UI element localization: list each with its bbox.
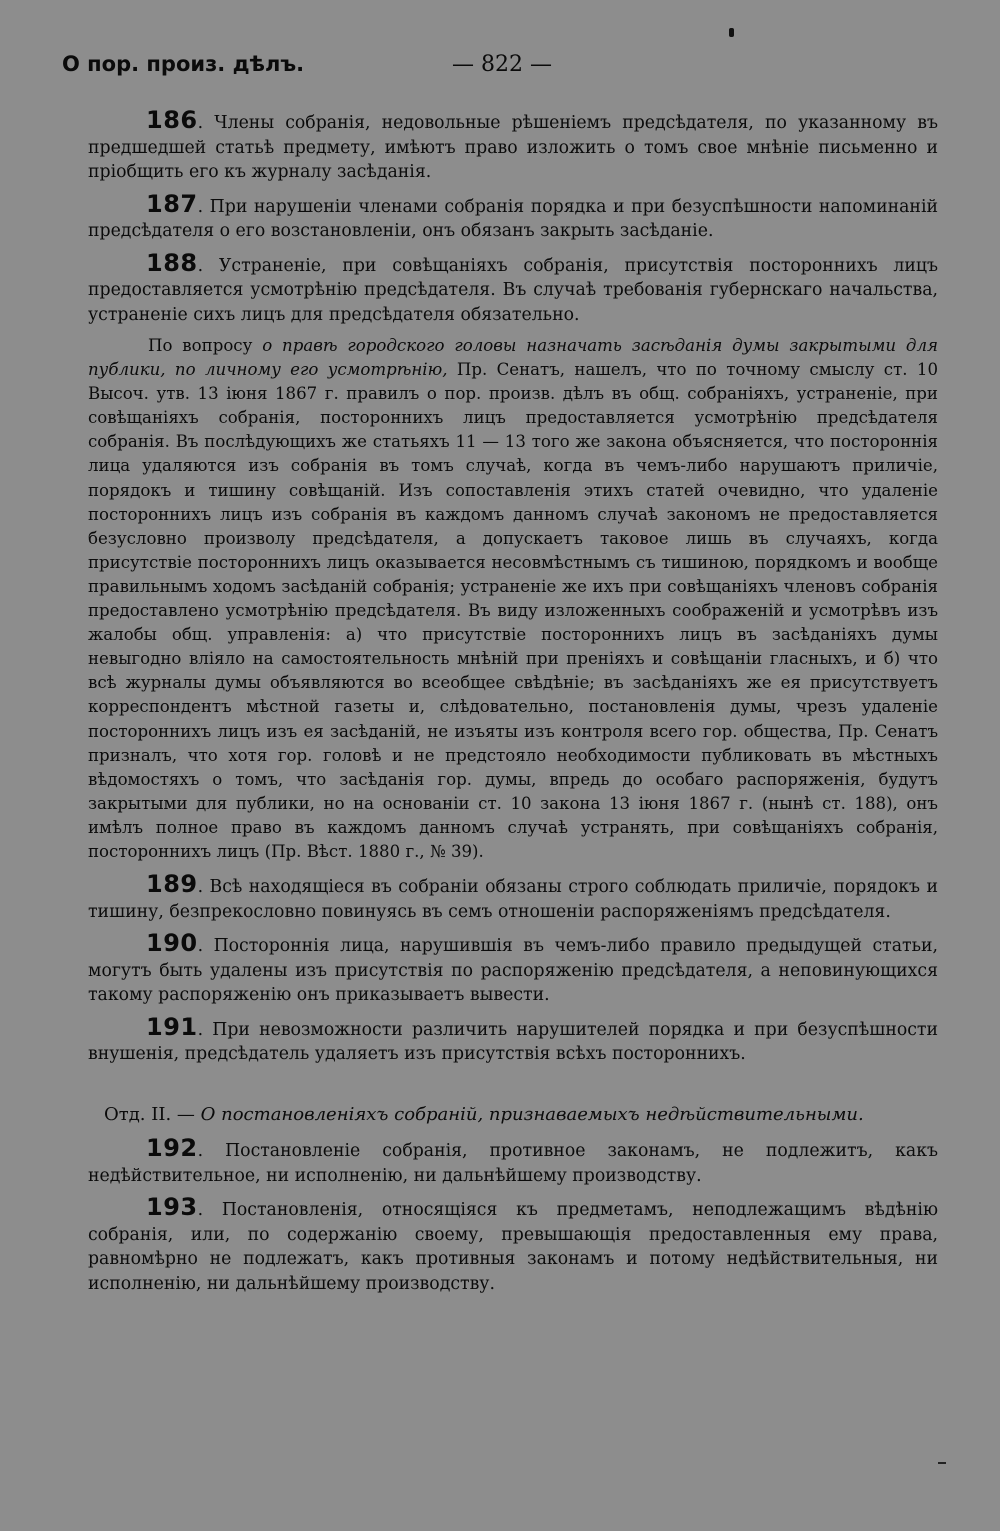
- articles-group-b: [88, 872, 938, 1067]
- article-number: 189: [146, 870, 198, 899]
- article-text: . При нарушеніи членами собранія порядка и при безуспѣшности напоминаній предсѣдателя о его возстановленіи, онъ обязанъ закрыть засѣданіе.: [88, 196, 938, 241]
- margin-mark: [938, 1462, 946, 1464]
- article-text: . Постороннія лица, нарушившія въ чемъ-либо правило предыдущей статьи, могутъ быть удалены изъ присутствія по распоряженію предсѣдателя, а неповинующихся такому распоряженію онъ приказываетъ вывести.: [88, 936, 938, 1006]
- article-192: [88, 1136, 938, 1188]
- article-188: [88, 248, 938, 328]
- commentary-text: Пр. Сенатъ, нашелъ, что по точному смыслу ст. 10 Высоч. утв. 13 іюня 1867 г. правилъ о пор. произв. дѣлъ въ общ. собраніяхъ, устраненіе, при совѣщаніяхъ собранія, постороннихъ лицъ предоставляется усмотрѣнію предсѣдателя собранія. Въ послѣдующихъ же статьяхъ 11 — 13 того же закона объясняется, что постороннія лица удаляются изъ собранія въ томъ случаѣ, когда въ чемъ-либо нарушаютъ приличіе, порядокъ и тишину совѣщаній. Изъ сопоставленія этихъ статей очевидно, что удаленіе постороннихъ лицъ изъ собранія въ каждомъ данномъ случаѣ закономъ не предоставляется безусловно произволу предсѣдателя, а допускаетъ таковое лишь въ случаяхъ, когда присутствіе постороннихъ лицъ оказывается несовмѣстнымъ съ тишиною, порядкомъ и вообще правильнымъ ходомъ засѣданій собранія; устраненіе же ихъ при совѣщаніяхъ членовъ собранія предоставлено усмотрѣнію предсѣдателя. Въ виду изложенныхъ соображеній и усмотрѣвъ изъ жалобы общ. управленія: а) что присутствіе постороннихъ лицъ въ засѣданіяхъ думы невыгодно вліяло на самостоятельность мнѣній при преніяхъ и совѣщаніи гласныхъ, и б) что всѣ журналы думы объявляются во всеобщее свѣдѣніе; въ засѣданіяхъ же ея присутствуетъ корреспондентъ мѣстной газеты и, слѣдовательно, постановленія думы, чрезъ удаленіе постороннихъ лицъ изъ ея засѣданій, не изъяты изъ контроля всего гор. общества, Пр. Сенатъ призналъ, что хотя гор. головѣ и не предстояло необходимости публиковать въ мѣстныхъ вѣдомостяхъ о томъ, что засѣданія гор. думы, впредь до особаго распоряженія, будутъ закрытыми для публики, но на основаніи ст. 10 закона 13 іюня 1867 г. (нынѣ ст. 188), онъ имѣлъ полное право въ каждомъ данномъ случаѣ устранять, при совѣщаніяхъ собранія, постороннихъ лицъ (Пр. Вѣст. 1880 г., № 39).: [88, 360, 939, 861]
- senate-commentary: [88, 334, 938, 864]
- article-number: 192: [146, 1134, 198, 1163]
- article-191: [88, 1012, 938, 1067]
- article-number: 193: [146, 1193, 198, 1222]
- articles-group-c: [88, 1136, 938, 1296]
- article-number: 188: [146, 248, 198, 277]
- articles-group-a: [88, 108, 938, 327]
- article-text: . Всѣ находящіеся въ собраніи обязаны строго соблюдать приличіе, порядокъ и тишину, безпрекословно повинуясь въ семъ отношеніи распоряженіямъ предсѣдателя.: [88, 877, 938, 922]
- article-187: [88, 189, 938, 244]
- article-text: . При невозможности различить нарушителей порядка и при безуспѣшности внушенія, предсѣдатель удаляетъ изъ присутствія всѣхъ постороннихъ.: [88, 1019, 938, 1065]
- article-number: 186: [146, 106, 198, 134]
- page-body: [88, 108, 938, 1303]
- article-186: [88, 108, 938, 185]
- commentary-question: о правѣ городского головы назначать засѣданія думы закрытыми для публики, по личному его усмотрѣнію,: [88, 336, 939, 380]
- section-title: О постановленіяхъ собраній, признаваемыхъ недѣйствительными.: [200, 1103, 864, 1125]
- article-text: . Устраненіе, при совѣщаніяхъ собранія, присутствія постороннихъ лицъ предоставляется усмотрѣнію предсѣдателя. Въ случаѣ требованія губернскаго начальства, устраненіе сихъ лицъ для предсѣдателя обязательно.: [88, 255, 938, 325]
- section-label: Отд. II. —: [104, 1103, 201, 1125]
- running-header: О пор. произ. дѣлъ.: [62, 52, 305, 76]
- ink-speck: [729, 28, 734, 37]
- article-number: 191: [146, 1012, 198, 1041]
- article-number: 190: [146, 929, 198, 958]
- article-190: [88, 931, 938, 1008]
- commentary-lead: По вопросу: [148, 336, 263, 355]
- article-text: . Постановленіе собранія, противное законамъ, не подлежитъ, какъ недѣйствительное, ни исполненію, ни дальнѣйшему производству.: [88, 1141, 938, 1186]
- section-heading: [88, 1103, 938, 1128]
- article-193: [88, 1195, 938, 1296]
- article-189: [88, 872, 938, 924]
- article-number: 187: [146, 189, 198, 218]
- article-text: . Члены собранія, недовольные рѣшеніемъ предсѣдателя, по указанному въ предшедшей статьѣ предмету, имѣютъ право изложить о томъ свое мнѣніе письменно и пріобщить его къ журналу засѣданія.: [88, 113, 938, 182]
- page-number: — 822 —: [452, 52, 552, 77]
- article-text: . Постановленія, относящіяся къ предметамъ, неподлежащимъ вѣдѣнію собранія, или, по содержанію своему, превышающія предоставленныя ему права, равномѣрно не подлежатъ, какъ противныя законамъ и потому недѣйствительныя, ни исполненію, ни дальнѣйшему производству.: [88, 1200, 938, 1294]
